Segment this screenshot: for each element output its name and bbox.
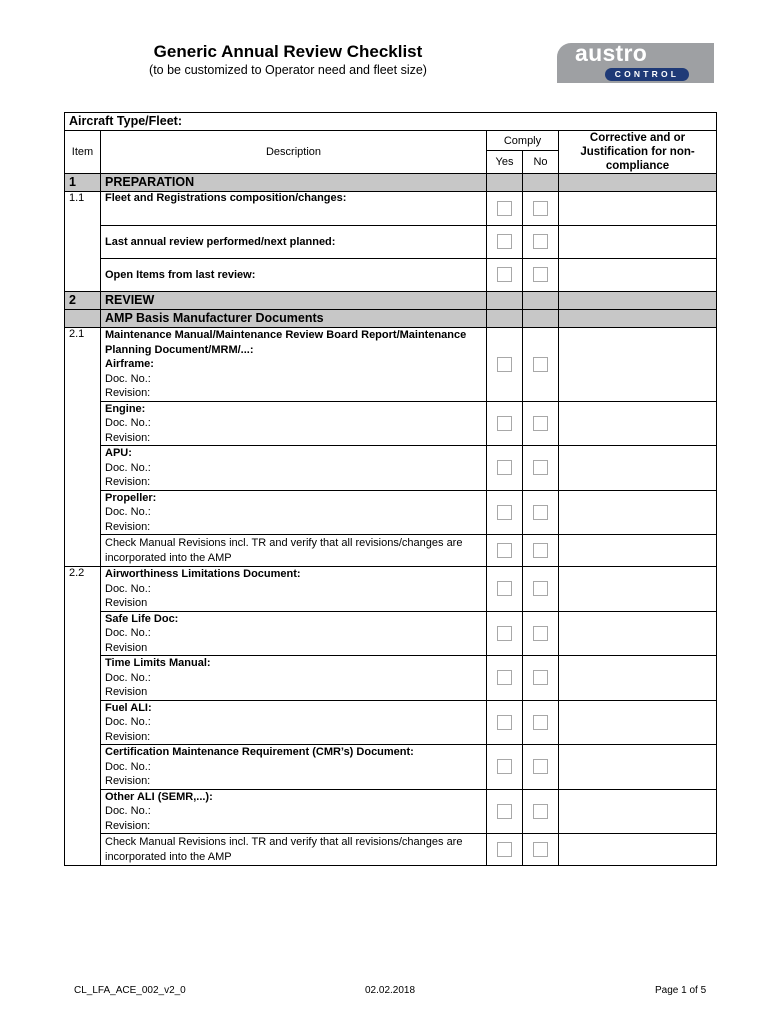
doc-no-label: Doc. No.: (105, 506, 151, 518)
subsection-title: AMP Basis Manufacturer Documents (101, 310, 487, 328)
fuel-ali-label: Fuel ALI: (105, 701, 152, 714)
revision-label: Revision (105, 686, 148, 698)
corrective-cell[interactable] (559, 567, 717, 612)
corrective-cell[interactable] (559, 789, 717, 834)
table-row (65, 611, 717, 656)
row-description: Check Manual Revisions incl. TR and verify that all revisions/changes are incorporated into the AMP (101, 535, 487, 567)
yes-checkbox[interactable] (497, 543, 512, 558)
no-checkbox[interactable] (533, 416, 548, 431)
yes-checkbox[interactable] (497, 670, 512, 685)
tlm-label: Time Limits Manual: (105, 657, 211, 669)
table-row (65, 258, 717, 292)
revision-label: Revision: (105, 520, 151, 533)
corrective-cell[interactable] (559, 446, 717, 491)
corrective-cell[interactable] (559, 258, 717, 292)
no-checkbox[interactable] (533, 460, 548, 475)
table-row (65, 656, 717, 701)
no-checkbox[interactable] (533, 759, 548, 774)
engine-label: Engine: (105, 402, 146, 415)
doc-no-label: Doc. No.: (105, 671, 151, 684)
doc-no-label: Doc. No.: (105, 716, 151, 728)
aircraft-type-label: Aircraft Type/Fleet: (65, 113, 717, 131)
propeller-label: Propeller: (105, 491, 157, 504)
no-checkbox[interactable] (533, 357, 548, 372)
section-title: PREPARATION (101, 174, 487, 192)
table-row (65, 192, 717, 226)
corrective-cell[interactable] (559, 490, 717, 535)
row-description (101, 567, 487, 612)
yes-checkbox[interactable] (497, 201, 512, 216)
section-number: 2 (65, 292, 101, 310)
checklist-table (64, 112, 717, 866)
footer-date: 02.02.2018 (365, 985, 416, 996)
yes-checkbox[interactable] (497, 626, 512, 641)
no-checkbox[interactable] (533, 267, 548, 282)
col-comply-header: Comply (487, 131, 559, 151)
logo-main-text: austro (575, 40, 648, 66)
table-row (65, 401, 717, 446)
doc-no-label: Doc. No.: (105, 760, 151, 773)
row-description (101, 611, 487, 656)
row-description (101, 490, 487, 535)
corrective-cell[interactable] (559, 745, 717, 790)
safe-life-label: Safe Life Doc: (105, 612, 179, 625)
row-description: Fleet and Registrations composition/changes: (101, 192, 487, 226)
table-row (65, 225, 717, 258)
footer-doc-id: CL_LFA_ACE_002_v2_0 (74, 985, 186, 996)
other-ali-label: Other ALI (SEMR,...): (105, 790, 213, 803)
apu-label: APU: (105, 447, 132, 459)
revision-label: Revision: (105, 387, 151, 399)
revision-label: Revision: (105, 730, 151, 743)
section-number: 1 (65, 174, 101, 192)
table-row (65, 328, 717, 402)
row-description: Last annual review performed/next planned: (101, 225, 487, 258)
corrective-cell[interactable] (559, 700, 717, 745)
row-description (101, 700, 487, 745)
col-description-header: Description (101, 131, 487, 174)
subsection-row (65, 310, 717, 328)
no-checkbox[interactable] (533, 715, 548, 730)
corrective-cell[interactable] (559, 535, 717, 567)
no-checkbox[interactable] (533, 234, 548, 249)
item-number: 2.2 (65, 567, 101, 612)
yes-checkbox[interactable] (497, 357, 512, 372)
no-checkbox[interactable] (533, 581, 548, 596)
yes-checkbox[interactable] (497, 460, 512, 475)
col-corrective-header: Corrective and or Justification for non-compliance (559, 131, 717, 174)
table-row (65, 490, 717, 535)
doc-no-label: Doc. No.: (105, 461, 151, 474)
no-checkbox[interactable] (533, 201, 548, 216)
yes-checkbox[interactable] (497, 234, 512, 249)
revision-label: Revision: (105, 431, 151, 444)
logo-sub-text: CONTROL (605, 68, 689, 81)
table-row (65, 446, 717, 491)
yes-checkbox[interactable] (497, 804, 512, 819)
row-description: Open Items from last review: (101, 258, 487, 292)
row-description (101, 656, 487, 701)
col-item-header: Item (65, 131, 101, 174)
section-row (65, 174, 717, 192)
revision-label: Revision (105, 597, 148, 609)
no-checkbox[interactable] (533, 804, 548, 819)
corrective-cell[interactable] (559, 192, 717, 226)
cmr-label: Certification Maintenance Requirement (CMR’s) Document: (105, 746, 414, 758)
no-checkbox[interactable] (533, 505, 548, 520)
no-checkbox[interactable] (533, 670, 548, 685)
table-row (65, 700, 717, 745)
doc-no-label: Doc. No.: (105, 582, 151, 595)
no-checkbox[interactable] (533, 842, 548, 857)
item-number: 2.1 (65, 328, 101, 402)
revision-label: Revision: (105, 775, 151, 787)
row-description (101, 401, 487, 446)
awl-label: Airworthiness Limitations Document: (105, 568, 301, 580)
yes-checkbox[interactable] (497, 416, 512, 431)
yes-checkbox[interactable] (497, 267, 512, 282)
aircraft-type-row (65, 113, 717, 131)
revision-label: Revision (105, 641, 148, 654)
no-checkbox[interactable] (533, 543, 548, 558)
table-row (65, 789, 717, 834)
corrective-cell[interactable] (559, 401, 717, 446)
table-row (65, 745, 717, 790)
corrective-cell[interactable] (559, 328, 717, 402)
yes-checkbox[interactable] (497, 581, 512, 596)
table-row (65, 535, 717, 567)
corrective-cell[interactable] (559, 656, 717, 701)
row-description (101, 446, 487, 491)
yes-checkbox[interactable] (497, 715, 512, 730)
austro-control-logo (557, 40, 714, 83)
revision-label: Revision: (105, 819, 151, 832)
page-subtitle: (to be customized to Operator need and fleet size) (149, 63, 427, 77)
corrective-cell[interactable] (559, 834, 717, 866)
yes-checkbox[interactable] (497, 842, 512, 857)
yes-checkbox[interactable] (497, 505, 512, 520)
row-description: Check Manual Revisions incl. TR and verify that all revisions/changes are incorporated into the AMP (101, 834, 487, 866)
no-checkbox[interactable] (533, 626, 548, 641)
col-no-header: No (523, 151, 559, 174)
yes-checkbox[interactable] (497, 759, 512, 774)
doc-no-label: Doc. No.: (105, 417, 151, 429)
table-row (65, 834, 717, 866)
row-description (101, 789, 487, 834)
footer-page-number: Page 1 of 5 (655, 985, 707, 996)
doc-no-label: Doc. No.: (105, 627, 151, 639)
header-row (65, 131, 717, 151)
doc-no-label: Doc. No.: (105, 805, 151, 817)
mm-title: Maintenance Manual/Maintenance Review Board Report/Maintenance Planning Document/MRM/...: (105, 329, 467, 356)
airframe-label: Airframe: (105, 358, 154, 370)
row-description (101, 745, 487, 790)
section-title: REVIEW (101, 292, 487, 310)
section-row (65, 292, 717, 310)
revision-label: Revision: (105, 476, 151, 488)
corrective-cell[interactable] (559, 225, 717, 258)
table-row (65, 567, 717, 612)
col-yes-header: Yes (487, 151, 523, 174)
row-description (101, 328, 487, 402)
item-number: 1.1 (65, 192, 101, 226)
doc-no-label: Doc. No.: (105, 372, 151, 385)
corrective-cell[interactable] (559, 611, 717, 656)
page-title: Generic Annual Review Checklist (153, 42, 423, 61)
